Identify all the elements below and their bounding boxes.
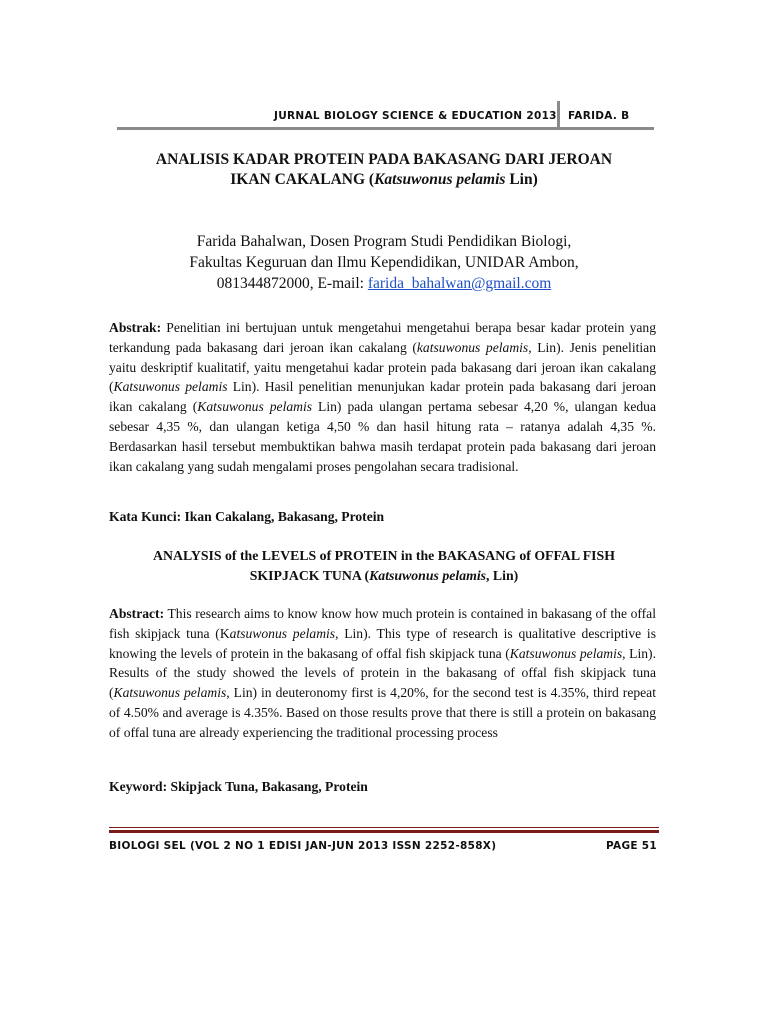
- abstract-paragraph: Abstract: This research aims to know know how much protein is contained in bakasang of the offal fish skipjack tuna (Katsuwonus pelamis, Lin). This type of research is qualitative descriptive is knowing the levels of protein in the bakasang of offal fish skipjack tuna (Katsuwonus pelamis, Lin). Results of the study showed the levels of protein in the bakasang of offal fish skipjack tuna (Katsuwonus pelamis, Lin) in deuteronomy first is 4,20%, for the second test is 4.35%, third repeat of 4.50% and average is 4.35%. Based on those results prove that there is still a protein on bakasang of offal tuna are already experiencing the traditional processing process: [109, 606, 656, 740]
- kata-kunci: Kata Kunci: Ikan Cakalang, Bakasang, Protein: [109, 509, 385, 524]
- footer-journal: BIOLOGI SEL (VOL 2 NO 1 EDISI JAN-JUN 2013 ISSN 2252-858X): [109, 840, 497, 852]
- keyword: Keyword: Skipjack Tuna, Bakasang, Protein: [109, 779, 368, 794]
- header-divider: [557, 101, 560, 129]
- email-link[interactable]: farida_bahalwan@gmail.com: [367, 275, 552, 292]
- paper-title-line1: ANALISIS KADAR PROTEIN PADA BAKASANG DARI JEROAN: [155, 151, 613, 168]
- author-block: [100, 231, 668, 294]
- paper-title: [100, 150, 668, 190]
- abstrak-paragraph: Abstrak: Penelitian ini bertujuan untuk mengetahui mengetahui berapa besar kadar protein yang terkandung pada bakasang dari jeroan ikan cakalang (katsuwonus pelamis, Lin). Jenis penelitian yaitu deskriptif kualitatif, yaitu mengetahui kadar protein pada bakasang dari jeroan ikan cakalang (Katsuwonus pelamis Lin). Hasil penelitian menunjukan kadar protein pada bakasang dari jeroan ikan cakalang (Katsuwonus pelamis Lin) pada ulangan pertama sebesar 4,20 %, ulangan kedua sebesar 4,35 %, dan ulangan ketiga 4,50 % dan hasil hitung rata – ratanya adalah 4,35 %. Berdasarkan hasil tersebut membuktikan bahwa masih terdapat protein pada bakasang dari jeroan ikan cakalang yang sudah mengalami proses pengolahan secara tradisional.: [109, 320, 657, 474]
- english-title: [100, 546, 668, 586]
- abstrak-label: Abstrak:: [109, 320, 162, 335]
- header-rule: [117, 127, 654, 130]
- abstract-label: Abstract:: [109, 606, 165, 621]
- footer-rule-thick: [109, 830, 659, 833]
- author-line2: Fakultas Keguruan dan Ilmu Kependidikan, UNIDAR Ambon,: [189, 254, 579, 271]
- page-number: PAGE 51: [606, 840, 658, 852]
- paper-title-line2: IKAN CAKALANG (Katsuwonus pelamis Lin): [230, 171, 538, 188]
- running-header-journal: JURNAL BIOLOGY SCIENCE & EDUCATION 2013: [274, 110, 557, 122]
- running-header-author: FARIDA. B: [568, 110, 630, 122]
- english-title-line2: SKIPJACK TUNA (Katsuwonus pelamis, Lin): [249, 568, 519, 583]
- english-title-line1: ANALYSIS of the LEVELS of PROTEIN in the BAKASANG of OFFAL FISH: [153, 548, 615, 563]
- author-line3: 081344872000, E-mail: farida_bahalwan@gmail.com: [216, 275, 552, 292]
- footer-rule-thin: [109, 827, 659, 828]
- author-line1: Farida Bahalwan, Dosen Program Studi Pendidikan Biologi,: [196, 233, 572, 250]
